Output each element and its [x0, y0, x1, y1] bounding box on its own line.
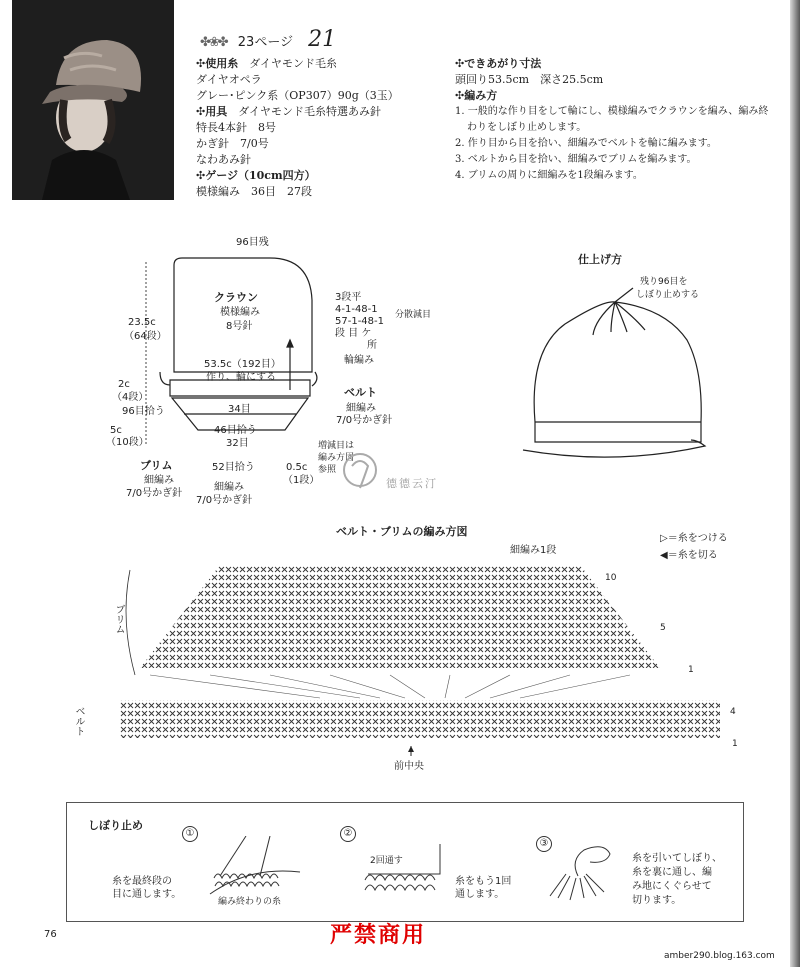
gauge-line: 模様編み 36目 27段 — [196, 185, 312, 198]
sts-46-label: 46目拾う — [214, 425, 257, 436]
crown-needle: 8号針 — [226, 321, 253, 332]
finish-note-2: しぼり止めする — [636, 290, 700, 300]
filled-triangle-icon: ◀ — [660, 550, 668, 561]
bullet-icon: ✣ — [196, 169, 206, 182]
open-triangle-icon: ▷ — [660, 533, 668, 544]
step-1-badge: ① — [182, 826, 198, 842]
step-3-badge: ③ — [536, 836, 552, 852]
instructions-block — [455, 56, 785, 184]
crown-title: クラウン — [214, 291, 258, 304]
belt-rows: （4段） — [112, 392, 149, 403]
belt-vertical-label: ベルト — [73, 706, 84, 736]
incdec-3: 参照 — [318, 465, 337, 475]
step-4: 4. ブリムの周りに細編みを1段編みます。 — [455, 170, 643, 181]
tools-heading: 用具 — [205, 105, 228, 118]
bullet-icon: ✣ — [455, 57, 465, 70]
dec-row-2: 4-1-48-1 — [335, 304, 378, 315]
row-4-marker: 4 — [730, 707, 736, 717]
page-number: 76 — [44, 929, 57, 940]
belt-stitch: 細編み — [346, 403, 376, 414]
edge-hook: 7/0号かぎ針 — [196, 495, 253, 506]
dec-row-1: 3段平 — [335, 292, 362, 303]
page-ref: 23ページ — [237, 35, 294, 50]
watermark-logo-icon — [340, 448, 380, 498]
yarn-heading: 使用糸 — [205, 57, 239, 70]
model-photo — [12, 0, 174, 200]
dec-row-3: 57-1-48-1 — [335, 316, 384, 327]
belt-hook: 7/0号かぎ針 — [336, 415, 393, 426]
decrease-note: 分散減目 — [395, 310, 432, 320]
sts-34-label: 34目 — [228, 404, 251, 415]
step3-text — [632, 852, 722, 908]
edge-stitch: 細編み — [214, 482, 244, 493]
row-5-marker: 5 — [660, 623, 666, 633]
edge-row-label: 細編み1段 — [510, 545, 557, 556]
dec-row-5: 所 — [367, 340, 377, 351]
belt-title: ベルト — [344, 386, 377, 399]
yarn-line: ダイヤオペラ — [196, 73, 262, 86]
sts-32-label: 32目 — [226, 438, 249, 449]
step-3: 3. ベルトから目を拾い、細編みでブリムを編みます。 — [455, 154, 697, 165]
row-1-marker-brim: 1 — [688, 665, 694, 675]
step1-text-2: 目に通します。 — [112, 889, 182, 900]
step3-illustration — [540, 840, 620, 904]
crown-pattern: 模様編み — [220, 307, 260, 318]
brim-title: ブリム — [140, 459, 173, 472]
legend-cut-text: ＝糸を切る — [667, 550, 718, 561]
drawstring-title: しぼり止め — [88, 819, 143, 832]
top-stitches-label: 96目残 — [236, 237, 269, 248]
edge-height: 0.5c — [286, 462, 308, 473]
finished-heading: できあがり寸法 — [464, 57, 542, 70]
crown-rows: （64段） — [124, 331, 167, 342]
step3-text-4: 切ります。 — [632, 895, 682, 906]
step3-text-3: み地にくぐらせて — [632, 881, 712, 892]
cast-on-note: 作り、輪にする — [206, 372, 276, 383]
step-2: 2. 作り目から目を拾い、細編みでベルトを輪に編みます。 — [455, 138, 717, 149]
brim-height: 5c — [110, 425, 122, 436]
brim-vertical-label: ブリム — [113, 604, 124, 634]
stitch-chart — [120, 550, 740, 770]
watermark — [340, 448, 460, 508]
no-commercial-stamp: 严禁商用 — [330, 923, 427, 948]
gauge-heading: ゲージ（10cm四方） — [205, 169, 316, 182]
front-center-label: 前中央 — [394, 761, 424, 772]
edge-rows: （1段） — [283, 475, 320, 486]
hook-line: かぎ針 7/0号 — [196, 137, 269, 150]
brim-stitch: 細編み — [144, 475, 174, 486]
pattern-number: 21 — [308, 27, 337, 52]
step2-illustration — [360, 840, 450, 900]
step1-caption: 編み終わりの糸 — [218, 897, 282, 907]
row-10-marker: 10 — [605, 573, 617, 583]
page-header — [200, 27, 336, 52]
yarn-brand: ダイヤモンド毛糸 — [249, 57, 337, 70]
cable-needle-line: なわあみ針 — [196, 153, 251, 166]
yarn-color: グレー･ピンク系（OP307）90g（3玉） — [196, 89, 399, 102]
circumference-label: 53.5c（192目） — [204, 359, 281, 370]
bullet-icon: ✣ — [196, 105, 206, 118]
step-1-cont: わりをしぼり止めします。 — [467, 122, 587, 133]
row-1-marker-belt: 1 — [732, 739, 738, 749]
blog-url: amber290.blog.163.com — [664, 951, 775, 961]
pick-52-label: 52目拾う — [212, 462, 255, 473]
pick-96-label: 96目拾う — [122, 406, 165, 417]
dec-row-4: 段 目 ケ — [335, 328, 372, 339]
legend-join-text: ＝糸をつける — [667, 533, 728, 544]
step-2-badge: ② — [340, 826, 356, 842]
step3-text-1: 糸を引いてしぼり、 — [632, 853, 722, 864]
chart-title: ベルト・ブリムの編み方図 — [336, 525, 468, 538]
crown-height: 23.5c — [128, 317, 156, 328]
step2-tag: 2回通す — [370, 856, 403, 866]
step2-text-2: 通します。 — [455, 889, 505, 900]
step3-text-2: 糸を裏に通し、編 — [632, 867, 712, 878]
belt-height: 2c — [118, 379, 130, 390]
brim-hook: 7/0号かぎ針 — [126, 488, 183, 499]
bullet-icon: ✣ — [196, 57, 206, 70]
step1-text-1: 糸を最終段の — [112, 876, 172, 887]
ornament-icon: ✤❀✤ — [200, 35, 227, 50]
finished-size: 頭回り53.5cm 深さ25.5cm — [455, 73, 604, 86]
bullet-icon: ✣ — [455, 89, 465, 102]
ribbing-label: 輪編み — [344, 355, 374, 366]
method-heading: 編み方 — [464, 89, 498, 102]
brim-rows: （10段） — [106, 437, 149, 448]
page-spine-shadow — [790, 0, 800, 967]
needle-line: 特長4本針 8号 — [196, 121, 276, 134]
step2-text-1: 糸をもう1回 — [455, 876, 512, 887]
incdec-1: 増減目は — [318, 441, 355, 451]
incdec-2: 編み方図 — [318, 453, 355, 463]
decrease-table — [335, 292, 384, 352]
tools-brand: ダイヤモンド毛糸特選あみ針 — [238, 105, 381, 118]
step1-illustration — [200, 836, 310, 900]
legend-join — [660, 532, 728, 545]
step-1: 1. 一般的な作り目をして輪にし、模様編みでクラウンを編み、編み終 — [455, 106, 769, 117]
materials-block — [196, 56, 399, 200]
finishing-title: 仕上げ方 — [578, 253, 622, 266]
finished-hat-drawing — [515, 280, 725, 470]
finish-note-1: 残り96目を — [640, 277, 688, 287]
watermark-text: 德德云汀 — [386, 477, 438, 490]
